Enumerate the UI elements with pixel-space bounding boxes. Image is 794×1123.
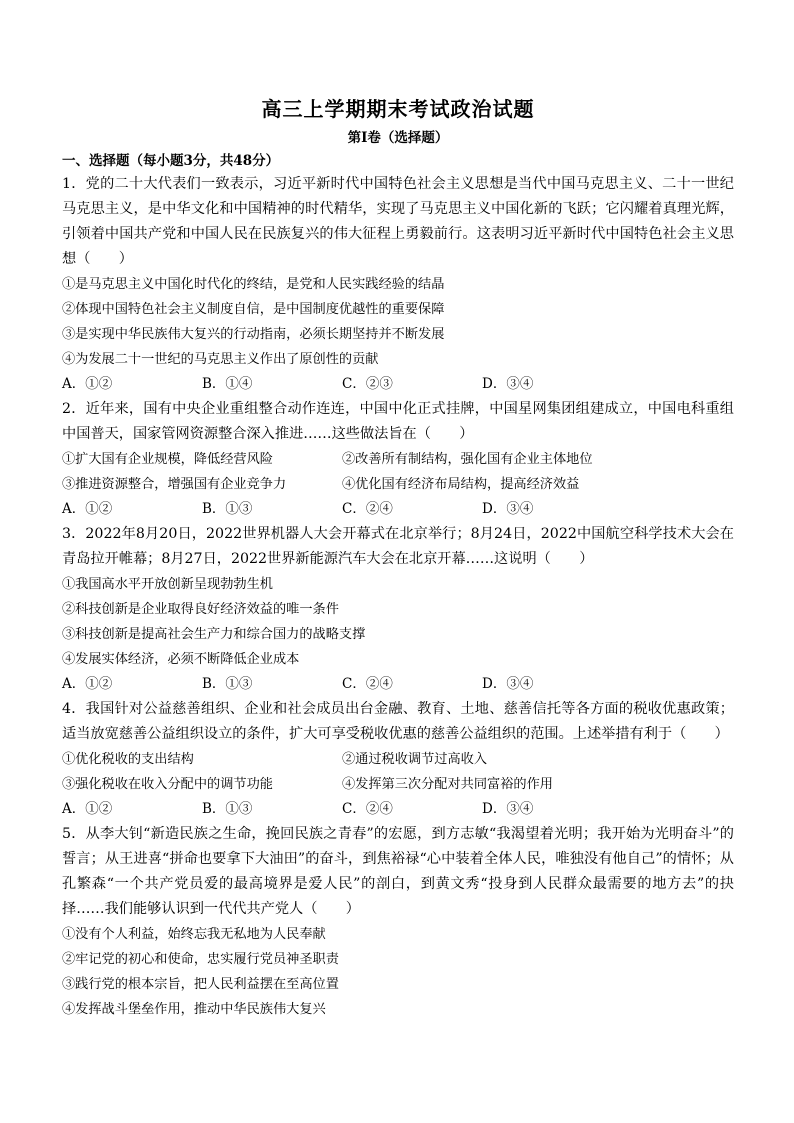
statement-option: ①没有个人利益，始终忘我无私地为人民奉献 (62, 927, 326, 942)
statement-row (62, 772, 734, 797)
question-stem: 1．党的二十大代表们一致表示，习近平新时代中国特色社会主义思想是当代中国马克思主义、二十一世纪马克思主义，是中华文化和中国精神的时代精华，实现了马克思主义中国化新的飞跃；它闪耀着真理光辉，引领着中国共产党和中国人民在民族复兴的伟大征程上勇毅前行。这表明习近平新时代中国特色社会主义思想（ ） (62, 176, 734, 267)
statement-option: ④发展实体经济，必须不断降低企业成本 (62, 652, 300, 667)
question-stem: 5．从李大钊“新造民族之生命，挽回民族之青春”的宏愿，到方志敏“我渴望着光明；我开始为光明奋斗”的誓言；从王进喜“拼命也要拿下大油田”的奋斗，到焦裕禄“心中装着全体人民，唯独没有他自己”的情怀；从孔繁森“一个共产党员爱的最高境界是爱人民”的剖白，到黄文秀“投身到人民群众最需要的地方去”的抉择……我们能够认识到一代代共产党人（ ） (62, 826, 734, 917)
statement-row (62, 447, 734, 472)
answer-choice-c: C．②③ (342, 376, 393, 392)
answer-choices (62, 672, 734, 697)
question-1 (62, 172, 734, 397)
statement-option: ④优化国有经济布局结构，提高经济效益 (342, 477, 580, 492)
answer-choice-a: A．①② (62, 676, 113, 692)
statement-option: ①扩大国有企业规模，降低经营风险 (62, 452, 273, 467)
answer-choice-c: C．②④ (342, 801, 393, 817)
volume-subtitle: 第Ⅰ卷（选择题） (347, 130, 449, 146)
answer-choice-c: C．②④ (342, 501, 393, 517)
statement-option: ①优化税收的支出结构 (62, 752, 194, 767)
answer-choice-a: A．①② (62, 501, 113, 517)
statement-option: ②科技创新是企业取得良好经济效益的唯一条件 (62, 602, 339, 617)
statement-option: ③科技创新是提高社会生产力和综合国力的战略支撑 (62, 627, 366, 642)
statement-option: ②体现中国特色社会主义制度自信，是中国制度优越性的重要保障 (62, 302, 445, 317)
question-stem: 4．我国针对公益慈善组织、企业和社会成员出台金融、教育、土地、慈善信托等各方面的税收优惠政策；适当放宽慈善公益组织设立的条件，扩大可享受税收优惠的慈善公益组织的范围。上述举措有利于（ ） (62, 701, 734, 742)
answer-choice-d: D．③④ (482, 801, 534, 817)
answer-choice-b: B．①③ (202, 501, 253, 517)
statement-option: ④发挥第三次分配对共同富裕的作用 (342, 777, 553, 792)
statement-option: ②牢记党的初心和使命，忠实履行党员神圣职责 (62, 952, 339, 967)
exam-title: 高三上学期期末考试政治试题 (261, 97, 535, 121)
answer-choice-b: B．①③ (202, 801, 253, 817)
answer-choice-a: A．①② (62, 376, 113, 392)
answer-choices (62, 372, 734, 397)
question-3 (62, 522, 734, 697)
statement-option: ①是马克思主义中国化时代化的终结，是党和人民实践经验的结晶 (62, 277, 445, 292)
answer-choices (62, 797, 734, 822)
statement-option: ③强化税收在收入分配中的调节功能 (62, 777, 273, 792)
answer-choice-d: D．③④ (482, 376, 534, 392)
statement-row (62, 472, 734, 497)
answer-choice-a: A．①② (62, 801, 113, 817)
answer-choice-b: B．①③ (202, 676, 253, 692)
statement-option: ③是实现中华民族伟大复兴的行动指南，必须长期坚持并不断发展 (62, 327, 445, 342)
statement-row (62, 747, 734, 772)
statement-option: ③践行党的根本宗旨，把人民利益摆在至高位置 (62, 977, 339, 992)
statement-option: ①我国高水平开放创新呈现勃勃生机 (62, 577, 273, 592)
statement-option: ④为发展二十一世纪的马克思主义作出了原创性的贡献 (62, 352, 379, 367)
question-2 (62, 397, 734, 522)
statement-option: ②通过税收调节过高收入 (342, 752, 488, 767)
statement-option: ④发挥战斗堡垒作用，推动中华民族伟大复兴 (62, 1002, 326, 1017)
answer-choice-b: B．①④ (202, 376, 253, 392)
section-heading: 一、选择题（每小题3分，共48分） (62, 153, 280, 169)
answer-choice-c: C．②④ (342, 676, 393, 692)
answer-choices (62, 497, 734, 522)
statement-option: ②改善所有制结构，强化国有企业主体地位 (342, 452, 593, 467)
question-stem: 3．2022年8月20日，2022世界机器人大会开幕式在北京举行；8月24日，2022中国航空科学技术大会在青岛拉开帷幕；8月27日，2022世界新能源汽车大会在北京开幕……这说明（ ） (62, 526, 734, 567)
answer-choice-d: D．③④ (482, 501, 534, 517)
question-4 (62, 697, 734, 822)
statement-option: ③推进资源整合，增强国有企业竞争力 (62, 477, 287, 492)
question-5 (62, 822, 734, 1022)
exam-page (62, 96, 734, 1022)
answer-choice-d: D．③④ (482, 676, 534, 692)
question-stem: 2．近年来，国有中央企业重组整合动作连连，中国中化正式挂牌，中国星网集团组建成立，中国电科重组中国普天，国家管网资源整合深入推进……这些做法旨在（ ） (62, 401, 734, 442)
